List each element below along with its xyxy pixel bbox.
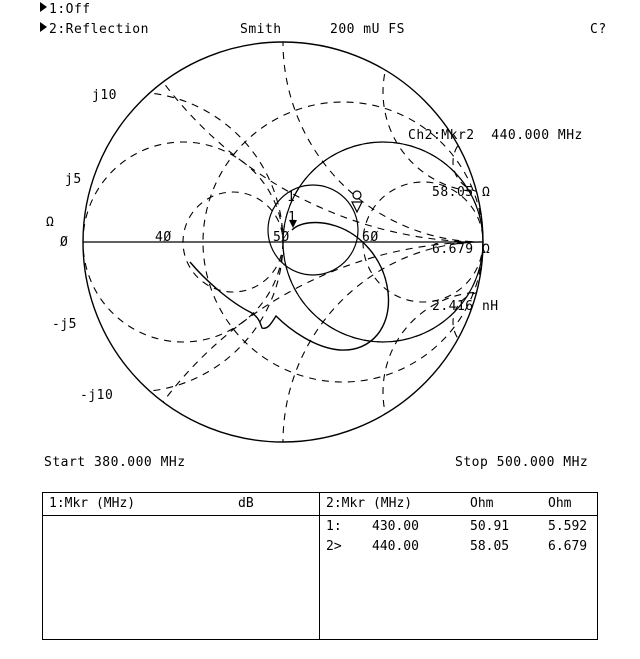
- channel-1-label: 1:Off: [49, 2, 91, 17]
- marker-readout: [408, 88, 583, 335]
- marker-row-ohm2: 5.592: [548, 519, 588, 534]
- marker-table-1-col-freq: 1:Mkr (MHz): [49, 496, 136, 511]
- channel-1-marker-icon: [40, 2, 47, 12]
- sweep-stop-label[interactable]: Stop 500.000 MHz: [455, 455, 589, 470]
- marker-row-ohm2: 6.679: [548, 539, 588, 554]
- label-r40: 4Ø: [155, 230, 172, 245]
- marker-row-freq: 430.00: [372, 519, 419, 534]
- marker-row-freq: 440.00: [372, 539, 419, 554]
- marker-row-index: 1:: [326, 519, 342, 534]
- channel-1-status[interactable]: [40, 2, 91, 17]
- label-j10-top: j10: [92, 88, 117, 103]
- label-r60: 6Ø: [362, 230, 379, 245]
- correction-status: C?: [590, 22, 607, 37]
- marker-readout-inductance: 2.416 nH: [432, 299, 499, 314]
- marker-readout-resistance: 58.05 Ω: [432, 185, 491, 200]
- marker-table-1[interactable]: [42, 492, 320, 640]
- marker-row-index: 2>: [326, 539, 342, 554]
- marker-table-2[interactable]: [319, 492, 598, 640]
- marker-1-label-alt: 1: [287, 190, 296, 205]
- label-ohm: Ω: [46, 215, 55, 230]
- table-row[interactable]: [320, 539, 597, 558]
- marker-readout-reactance: 6.679 Ω: [432, 242, 491, 257]
- marker-readout-title: Ch2:Mkr2 440.000 MHz: [408, 128, 583, 143]
- marker-row-ohm1: 50.91: [470, 519, 510, 534]
- marker-tables: [42, 492, 598, 642]
- label-j5-top: j5: [65, 172, 82, 187]
- channel-2-label: 2:Reflection: [49, 22, 149, 37]
- marker-2-dot-icon: [353, 191, 361, 199]
- scale-label: 200 mU FS: [330, 22, 405, 37]
- marker-table-2-col-freq: 2:Mkr (MHz): [326, 496, 413, 511]
- marker-table-2-col-ohm2: Ohm: [548, 496, 572, 511]
- label-r50: 5Ø: [273, 230, 290, 245]
- marker-row-ohm1: 58.05: [470, 539, 510, 554]
- marker-table-2-col-ohm1: Ohm: [470, 496, 494, 511]
- format-label: Smith: [240, 22, 282, 37]
- marker-table-1-header: [43, 493, 319, 516]
- marker-1-label: 1: [288, 210, 297, 225]
- label-j5-bottom: -j5: [52, 317, 77, 332]
- table-row[interactable]: [320, 519, 597, 538]
- marker-table-2-header: [320, 493, 597, 516]
- label-j10-bottom: -j10: [80, 388, 114, 403]
- marker-table-1-col-db: dB: [238, 496, 254, 511]
- sweep-start-label[interactable]: Start 380.000 MHz: [44, 455, 186, 470]
- label-zero: Ø: [60, 235, 69, 250]
